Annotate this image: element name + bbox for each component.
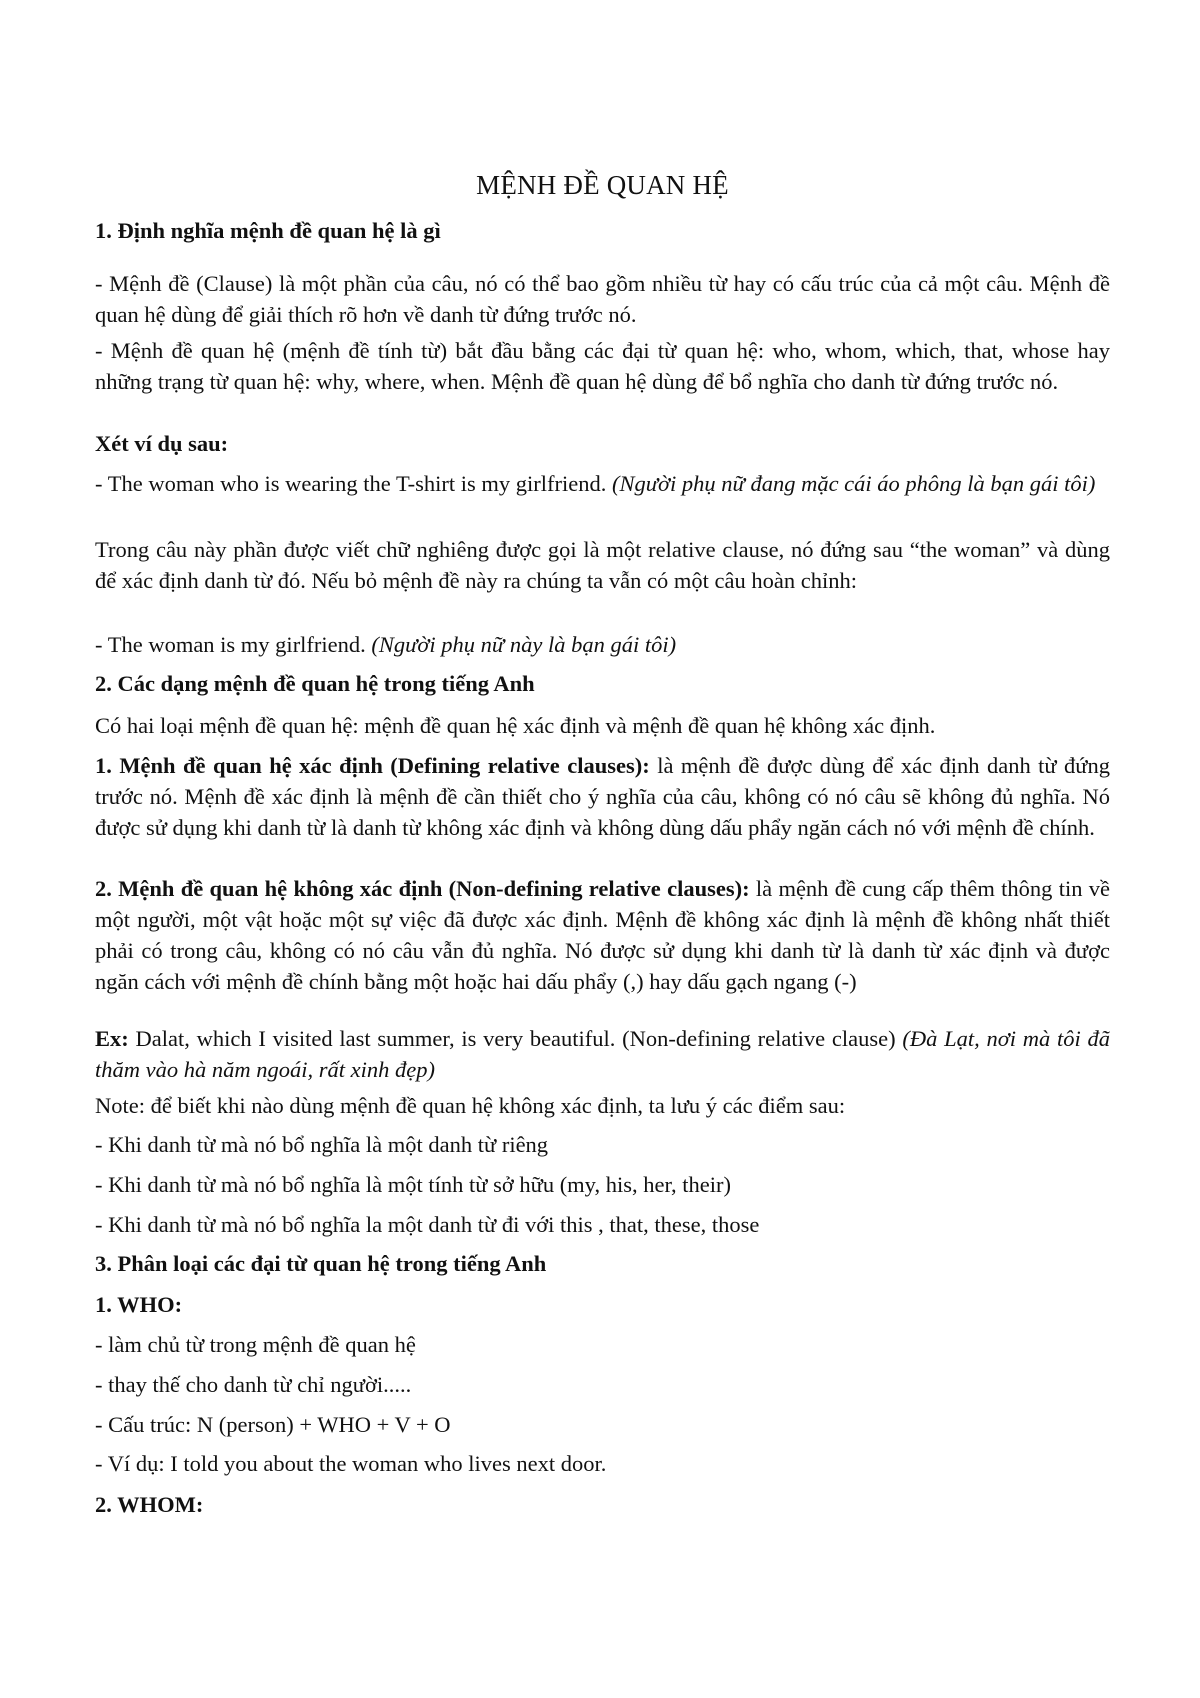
example-3 (95, 1023, 1110, 1085)
non-defining-text: là mệnh đề cung cấp thêm thông tin về một người, một vật hoặc một sự việc đã được xác định. Mệnh đề không xác định là mệnh đề không nhất thiết phải có trong câu, không có nó câu vẫn đủ nghĩa. Nó được sử dụng khi danh từ là danh từ xác định và được ngăn cách với mệnh đề chính bằng một hoặc hai dấu phẩy (,) hay dấu gạch ngang (-) (95, 876, 1110, 994)
paragraph-two-types: Có hai loại mệnh đề quan hệ: mệnh đề quan hệ xác định và mệnh đề quan hệ không xác định. (95, 713, 936, 738)
defining-text: là mệnh đề được dùng để xác định danh từ đứng trước nó. Mệnh đề xác định là mệnh đề cần thiết cho ý nghĩa của câu, không có nó câu sẽ không đủ nghĩa. Nó được sử dụng khi danh từ là danh từ không xác định và không dùng dấu phẩy ngăn cách nó với mệnh đề chính. (95, 753, 1111, 840)
paragraph-explanation: Trong câu này phần được viết chữ nghiêng được gọi là một relative clause, nó đứng sau “the woman” và dùng để xác định danh từ đó. Nếu bỏ mệnh đề này ra chúng ta vẫn có một câu hoàn chỉnh: (95, 537, 1110, 593)
example-3-label: Ex: (95, 1026, 129, 1051)
example-2 (95, 629, 1110, 660)
paragraph-clause-definition: - Mệnh đề (Clause) là một phần của câu, nó có thể bao gồm nhiều từ hay có cấu trúc của cả một câu. Mệnh đề quan hệ dùng để giải thích rõ hơn về danh từ đứng trước nó. (95, 271, 1110, 327)
example-3-translation: (Đà Lạt, nơi mà tôi đã thăm vào hà năm ngoái, rất xinh đẹp) (95, 1026, 1111, 1082)
example-1-translation: (Người phụ nữ đang mặc cái áo phông là bạn gái tôi) (612, 471, 1096, 496)
non-defining-label: 2. Mệnh đề quan hệ không xác định (Non-defining relative clauses): (95, 876, 750, 901)
example-heading: Xét ví dụ sau: (95, 431, 229, 456)
note-text: Note: để biết khi nào dùng mệnh đề quan hệ không xác định, ta lưu ý các điểm sau: (95, 1093, 846, 1118)
paragraph-non-defining-clauses (95, 873, 1110, 997)
section-heading-1: 1. Định nghĩa mệnh đề quan hệ là gì (95, 218, 441, 243)
who-item: - làm chủ từ trong mệnh đề quan hệ (95, 1332, 416, 1357)
note-item: - Khi danh từ mà nó bổ nghĩa là một tính từ sở hữu (my, his, her, their) (95, 1172, 732, 1197)
whom-heading: 2. WHOM: (95, 1492, 204, 1517)
example-2-translation: (Người phụ nữ này là bạn gái tôi) (371, 632, 677, 657)
example-2-text: - The woman is my girlfriend. (95, 632, 366, 657)
paragraph-relative-pronouns: - Mệnh đề quan hệ (mệnh đề tính từ) bắt đầu bằng các đại từ quan hệ: who, whom, which, that, whose hay những trạng từ quan hệ: why, where, when. Mệnh đề quan hệ dùng để bổ nghĩa cho danh từ đứng trước nó. (95, 338, 1110, 394)
who-item: - Cấu trúc: N (person) + WHO + V + O (95, 1412, 451, 1437)
example-1-text: - The woman who is wearing the T-shirt is my girlfriend. (95, 471, 607, 496)
who-item: - thay thế cho danh từ chỉ người..... (95, 1372, 412, 1397)
note-item: - Khi danh từ mà nó bổ nghĩa là một danh từ riêng (95, 1132, 549, 1157)
note-item: - Khi danh từ mà nó bổ nghĩa la một danh từ đi với this , that, these, those (95, 1212, 760, 1237)
defining-label: 1. Mệnh đề quan hệ xác định (Defining relative clauses): (95, 753, 650, 778)
paragraph-defining-clauses (95, 750, 1110, 843)
section-heading-3: 3. Phân loại các đại từ quan hệ trong tiếng Anh (95, 1251, 547, 1276)
who-heading: 1. WHO: (95, 1292, 183, 1317)
section-heading-2: 2. Các dạng mệnh đề quan hệ trong tiếng Anh (95, 671, 535, 696)
example-3-text: Dalat, which I visited last summer, is very beautiful. (Non-defining relative clause) (135, 1026, 896, 1051)
document-title: MỆNH ĐỀ QUAN HỆ (476, 170, 729, 200)
example-1 (95, 468, 1110, 499)
who-item: - Ví dụ: I told you about the woman who lives next door. (95, 1451, 607, 1476)
